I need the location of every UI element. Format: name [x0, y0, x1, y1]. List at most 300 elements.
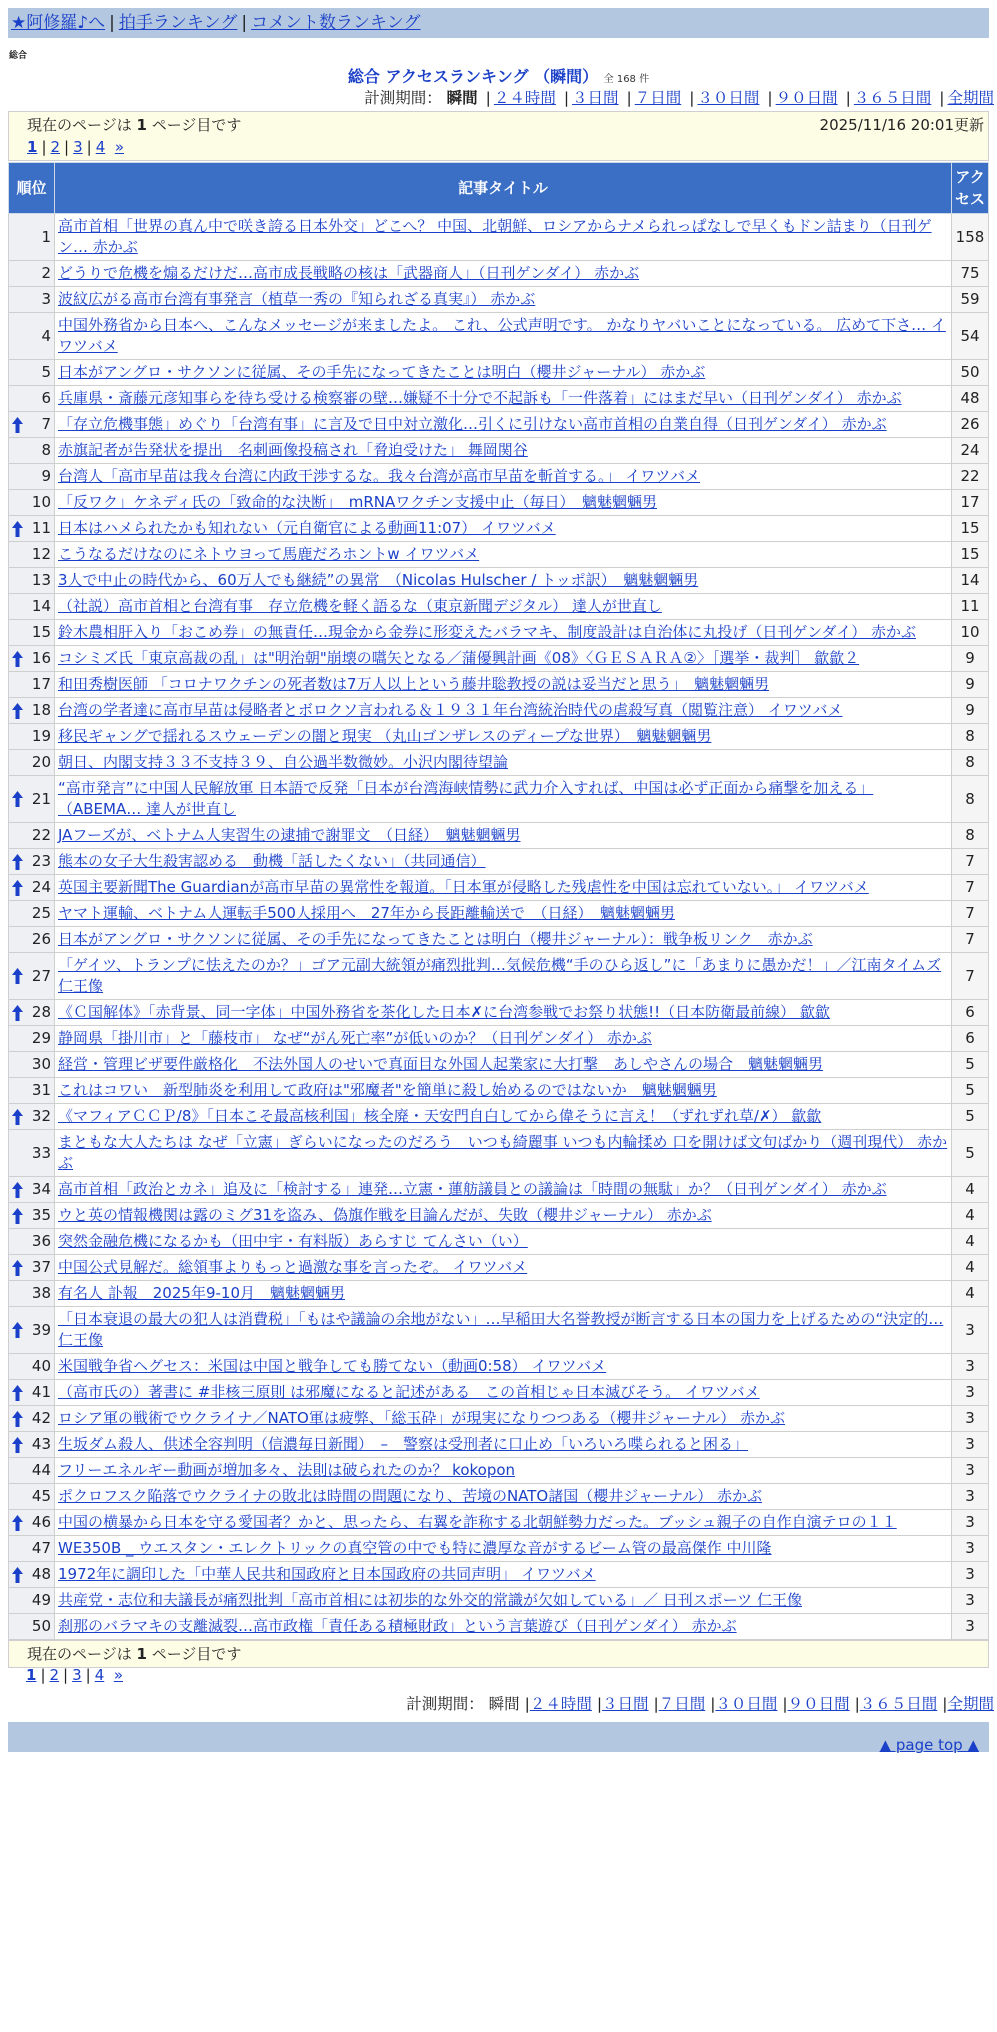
title-cell: [55, 464, 952, 490]
article-title-link[interactable]: 高市首相「政治とカネ」追及に「検討する」連発…立憲・蓮舫議員との議論は「時間の無駄」か？（日刊ゲンダイ） 赤かぶ: [58, 1180, 887, 1198]
rank-number: 19: [31, 727, 51, 745]
rank-cell: [9, 1052, 55, 1078]
nav-link-comment-ranking[interactable]: コメント数ランキング: [251, 13, 421, 33]
period-link-7d[interactable]: ７日間: [658, 1695, 706, 1713]
period-link-90d[interactable]: ９０日間: [787, 1695, 850, 1713]
period-link-all[interactable]: 全期間: [947, 1695, 994, 1713]
article-title-link[interactable]: ポクロフスク陥落でウクライナの敗北は時間の問題になり、苦境のNATO諸国（櫻井ジャーナル） 赤かぶ: [58, 1487, 762, 1505]
rank-number: 22: [31, 826, 51, 844]
table-row: [9, 360, 989, 386]
rank-cell: [9, 542, 55, 568]
article-title-link[interactable]: 「反ワク」ケネディ氏の「致命的な決断」 mRNAワクチン支援中止（毎日） 魑魅魍魎男: [58, 493, 657, 511]
title-cell: [55, 875, 952, 901]
nav-separator: |: [241, 13, 248, 33]
rank-number: 5: [41, 363, 51, 381]
table-row: [9, 849, 989, 875]
article-title-link[interactable]: 日本がアングロ・サクソンに従属、その手先になってきたことは明白（櫻井ジャーナル）：戦争板リンク 赤かぶ: [58, 930, 813, 948]
article-title-link[interactable]: WE350B _ ウエスタン・エレクトリックの真空管の中でも特に濃厚な音がするビーム管の最高傑作 中川隆: [58, 1539, 772, 1557]
rank-number: 45: [31, 1487, 51, 1505]
article-title-link[interactable]: JAフーズが、ベトナム人実習生の逮捕で謝罪文 （日経） 魑魅魍魎男: [58, 826, 521, 844]
title-cell: [55, 594, 952, 620]
title-cell: [55, 698, 952, 724]
article-title-link[interactable]: 中国公式見解だ。総領事よりもっと過激な事を言ったぞ。 イワツバメ: [58, 1258, 528, 1276]
article-title-link[interactable]: まともな大人たちは なぜ「立憲」ぎらいになったのだろう いつも綺麗事 いつも内輪揉め 口を開けば文句ばかり（週刊現代） 赤かぶ: [58, 1133, 948, 1172]
table-row: [9, 386, 989, 412]
title-cell: [55, 490, 952, 516]
table-row: [9, 875, 989, 901]
table-row: [9, 516, 989, 542]
access-count: 14: [952, 568, 989, 594]
article-title-link[interactable]: 鈴木農相肝入り「おこめ券」の無責任…現金から金券に形変えたバラマキ、制度設計は自治体に丸投げ（日刊ゲンダイ） 赤かぶ: [58, 623, 916, 641]
rank-cell: [9, 620, 55, 646]
article-title-link[interactable]: ロシア軍の戦術でウクライナ／NATO軍は疲弊、「総玉砕」が現実になりつつある（櫻井ジャーナル） 赤かぶ: [58, 1409, 786, 1427]
rank-cell: [9, 1177, 55, 1203]
page-link-2[interactable]: 2: [50, 138, 61, 156]
table-row: [9, 1458, 989, 1484]
rank-cell: [9, 1484, 55, 1510]
rank-cell: [9, 1229, 55, 1255]
table-row: [9, 698, 989, 724]
up-arrow-icon: [12, 1005, 23, 1021]
access-count: 7: [952, 849, 989, 875]
access-count: 17: [952, 490, 989, 516]
header-title: 記事タイトル: [55, 163, 952, 214]
article-title-link[interactable]: 和田秀樹医師 「コロナワクチンの死者数は7万人以上という藤井聡教授の説は妥当だと思う」 魑魅魍魎男: [58, 675, 770, 693]
title-cell: [55, 313, 952, 360]
period-link-3d[interactable]: ３日間: [602, 1695, 649, 1713]
access-count: 3: [952, 1614, 989, 1640]
table-row: [9, 1406, 989, 1432]
article-title-link[interactable]: （社説）高市首相と台湾有事 存立危機を軽く語るな（東京新聞デジタル） 達人が世直し: [58, 597, 662, 615]
table-row: [9, 1614, 989, 1640]
article-title-link[interactable]: 静岡県「掛川市」と「藤枝市」 なぜ“がん死亡率”が低いのか？（日刊ゲンダイ） 赤かぶ: [58, 1029, 652, 1047]
table-row: [9, 1536, 989, 1562]
rank-cell: [9, 875, 55, 901]
period-label: 計測期間：: [364, 89, 442, 107]
access-count: 3: [952, 1484, 989, 1510]
rank-cell: [9, 1380, 55, 1406]
table-row: [9, 464, 989, 490]
rank-number: 42: [31, 1409, 51, 1427]
page-next-link[interactable]: »: [113, 1666, 123, 1684]
page-link-1[interactable]: 1: [27, 138, 38, 156]
article-title-link[interactable]: 朝日、内閣支持３３不支持３９、自公過半数微妙。小沢内閣待望論: [58, 753, 509, 771]
rank-number: 44: [31, 1461, 51, 1479]
up-arrow-icon: [12, 651, 23, 667]
table-row: [9, 1510, 989, 1536]
period-label: 計測期間：: [406, 1695, 484, 1713]
title-cell: [55, 516, 952, 542]
ranking-table: [8, 162, 989, 1640]
table-row: [9, 1000, 989, 1026]
table-row: [9, 568, 989, 594]
access-count: 4: [952, 1281, 989, 1307]
page-info-bottom: [8, 1640, 989, 1668]
rank-number: 47: [31, 1539, 51, 1557]
ranking-title: [0, 64, 997, 87]
rank-number: 27: [31, 966, 51, 985]
table-row: [9, 412, 989, 438]
table-row: [9, 1203, 989, 1229]
rank-number: 38: [31, 1284, 51, 1302]
access-count: 8: [952, 823, 989, 849]
article-title-link[interactable]: “高市発言”に中国人民解放軍 日本語で反発「日本が台湾海峡情勢に武力介入すれば、中国は必ず正面から痛撃を加える」（ABEMA… 達人が世直し: [58, 779, 874, 818]
period-link-365d[interactable]: ３６５日間: [853, 89, 932, 107]
title-cell: [55, 1484, 952, 1510]
title-cell: [55, 823, 952, 849]
access-count: 3: [952, 1588, 989, 1614]
title-cell: [55, 927, 952, 953]
article-title-link[interactable]: 刹那のバラマキの支離滅裂…高市政権「責任ある積極財政」という言葉遊び（日刊ゲンダイ） 赤かぶ: [58, 1617, 737, 1635]
up-arrow-icon: [12, 1567, 23, 1583]
up-arrow-icon: [12, 791, 23, 807]
access-count: 50: [952, 360, 989, 386]
access-count: 5: [952, 1078, 989, 1104]
nav-link-asyura[interactable]: ★阿修羅♪へ: [11, 13, 106, 33]
rank-cell: [9, 464, 55, 490]
rank-number: 15: [31, 623, 51, 641]
rank-cell: [9, 261, 55, 287]
title-cell: [55, 1177, 952, 1203]
rank-cell: [9, 360, 55, 386]
article-title-link[interactable]: こうなるだけなのにネトウヨって馬鹿だろホントw イワツバメ: [58, 545, 480, 563]
period-link-3d[interactable]: ３日間: [572, 89, 619, 107]
article-title-link[interactable]: 《Ｃ国解体》「赤背景、同一字体」中国外務省を茶化した日本✗に台湾参戦でお祭り状態!!（日本防衛最前線） 歙歙: [58, 1003, 830, 1021]
period-link-24h[interactable]: ２４時間: [529, 1695, 592, 1713]
section-label: 総合: [9, 51, 28, 61]
page-next-link[interactable]: »: [114, 138, 124, 156]
rank-cell: [9, 516, 55, 542]
up-arrow-icon: [12, 703, 23, 719]
table-row: [9, 927, 989, 953]
table-row: [9, 261, 989, 287]
article-title-link[interactable]: 中国外務省から日本へ、こんなメッセージが来ましたよ。 これ、公式声明です。 かなりヤバいことになっている。 広めて下さ… イワツバメ: [58, 316, 946, 355]
period-link-7d[interactable]: ７日間: [634, 89, 682, 107]
title-cell: [55, 750, 952, 776]
period-link-90d[interactable]: ９０日間: [775, 89, 838, 107]
article-title-link[interactable]: 英国主要新聞The Guardianが高市早苗の異常性を報道。「日本軍が侵略した残虐性を中国は忘れていない。」 イワツバメ: [58, 878, 869, 896]
rank-number: 36: [31, 1232, 51, 1250]
article-title-link[interactable]: 兵庫県・斎藤元彦知事らを待ち受ける検察審の壁…嫌疑不十分で不起訴も「一件落着」にはまだ早い（日刊ゲンダイ） 赤かぶ: [58, 389, 902, 407]
rank-cell: [9, 568, 55, 594]
header-access: アクセス: [952, 163, 989, 214]
rank-cell: [9, 438, 55, 464]
table-row: [9, 1229, 989, 1255]
table-row: [9, 1354, 989, 1380]
rank-cell: [9, 1562, 55, 1588]
table-row: [9, 724, 989, 750]
ranking-title-text: 総合 アクセスランキング （瞬間）: [347, 67, 599, 86]
title-cell: [55, 672, 952, 698]
access-count: 3: [952, 1562, 989, 1588]
rank-number: 49: [31, 1591, 51, 1609]
rank-cell: [9, 698, 55, 724]
title-cell: [55, 901, 952, 927]
up-arrow-icon: [12, 1515, 23, 1531]
rank-cell: [9, 724, 55, 750]
access-count: 6: [952, 1026, 989, 1052]
table-row: [9, 646, 989, 672]
article-title-link[interactable]: 赤旗記者が告発状を提出 名刺画像投稿され「脅迫受けた」 舞岡関谷: [58, 441, 528, 459]
access-count: 8: [952, 776, 989, 823]
article-title-link[interactable]: 突然金融危機になるかも（田中宇・有料版）あらすじ てんさい（い）: [58, 1232, 528, 1250]
article-title-link[interactable]: これはコワい 新型肺炎を利用して政府は"邪魔者"を簡単に殺し始めるのではないか 魑魅魍魎男: [58, 1081, 717, 1099]
rank-cell: [9, 776, 55, 823]
title-cell: [55, 849, 952, 875]
article-title-link[interactable]: 3人で中止の時代から、60万人でも継続”の異常 （Nicolas Hulscher / トッポ訳） 魑魅魍魎男: [58, 571, 699, 589]
rank-cell: [9, 1026, 55, 1052]
access-count: 11: [952, 594, 989, 620]
up-arrow-icon: [12, 1411, 23, 1427]
table-row: [9, 1130, 989, 1177]
rank-number: 43: [31, 1435, 51, 1453]
table-row: [9, 1026, 989, 1052]
access-count: 10: [952, 620, 989, 646]
table-row: [9, 1432, 989, 1458]
title-cell: [55, 542, 952, 568]
access-count: 8: [952, 724, 989, 750]
access-count: 3: [952, 1354, 989, 1380]
pagination: 1 | 2 | 3 | 4 »: [27, 138, 124, 156]
current-page-text-bottom: 現在のページは 1 ページ目です: [27, 1645, 242, 1663]
rank-cell: [9, 1307, 55, 1354]
up-arrow-icon: [12, 1109, 23, 1125]
table-row: [9, 620, 989, 646]
access-count: 8: [952, 750, 989, 776]
rank-cell: [9, 1536, 55, 1562]
rank-number: 3: [41, 290, 51, 308]
rank-number: 28: [31, 1003, 51, 1021]
table-row: [9, 672, 989, 698]
table-row: [9, 287, 989, 313]
title-cell: [55, 1614, 952, 1640]
title-cell: [55, 1458, 952, 1484]
period-selector-bottom: 計測期間： 瞬間 |２４時間 |３日間 |７日間 |３０日間 |９０日間 |３６５日間 |全期間: [406, 1695, 994, 1713]
rank-number: 32: [31, 1107, 51, 1125]
title-cell: [55, 1562, 952, 1588]
updated-timestamp: 2025/11/16 20:01更新: [819, 116, 984, 134]
table-row: [9, 438, 989, 464]
rank-number: 48: [31, 1565, 51, 1583]
article-title-link[interactable]: 米国戦争省ヘグセス：米国は中国と戦争しても勝てない（動画0:58） イワツバメ: [58, 1357, 607, 1375]
access-count: 24: [952, 438, 989, 464]
access-count: 4: [952, 1203, 989, 1229]
rank-cell: [9, 1203, 55, 1229]
page-link-1[interactable]: 1: [26, 1666, 37, 1684]
table-row: [9, 1078, 989, 1104]
up-arrow-icon: [12, 1260, 23, 1276]
article-title-link[interactable]: 高市首相「世界の真ん中で咲き誇る日本外交」どこへ？ 中国、北朝鮮、ロシアからナメられっぱなしで早くもドン詰まり（日刊ゲン… 赤かぶ: [58, 217, 932, 256]
access-count: 4: [952, 1255, 989, 1281]
table-row: [9, 1177, 989, 1203]
article-title-link[interactable]: コシミズ氏「東京高裁の乱」は"明治朝"崩壊の嚆矢となる／蒲優興計画《08》〈ＧＥＳＡＲＡ②〉［選挙・裁判］ 歙歙２: [58, 649, 860, 667]
title-cell: [55, 1432, 952, 1458]
rank-number: 1: [41, 227, 51, 246]
rank-cell: [9, 901, 55, 927]
table-row: [9, 490, 989, 516]
rank-cell: [9, 386, 55, 412]
rank-number: 25: [31, 904, 51, 922]
rank-number: 39: [31, 1320, 51, 1339]
article-title-link[interactable]: 生坂ダム殺人、供述全容判明（信濃毎日新聞） – 警察は受刑者に口止め「いろいろ喋られると困る」: [58, 1435, 749, 1453]
access-count: 59: [952, 287, 989, 313]
access-count: 6: [952, 1000, 989, 1026]
page-link-4[interactable]: 4: [94, 1666, 105, 1684]
access-count: 3: [952, 1406, 989, 1432]
access-count: 7: [952, 901, 989, 927]
table-row: [9, 1104, 989, 1130]
rank-cell: [9, 594, 55, 620]
up-arrow-icon: [12, 1208, 23, 1224]
access-count: 3: [952, 1510, 989, 1536]
period-selector-top: 計測期間： 瞬間 | ２４時間 | ３日間 | ７日間 | ３０日間 | ９０日間 | ３６５日間 | 全期間: [364, 89, 994, 107]
rank-number: 50: [31, 1617, 51, 1635]
access-count: 3: [952, 1307, 989, 1354]
rank-cell: [9, 1614, 55, 1640]
article-title-link[interactable]: 熊本の女子大生殺害認める 動機「話したくない」（共同通信）: [58, 852, 486, 870]
current-page-text: 現在のページは 1 ページ目です: [27, 116, 242, 134]
pagination-bottom: 1 | 2 | 3 | 4 »: [26, 1666, 123, 1684]
rank-cell: [9, 1000, 55, 1026]
rank-cell: [9, 1458, 55, 1484]
rank-number: 41: [31, 1383, 51, 1401]
article-title-link[interactable]: （高市氏の）著書に #非核三原則 は邪魔になると記述がある この首相じゃ日本滅びそう。 イワツバメ: [58, 1383, 760, 1401]
period-link-365d[interactable]: ３６５日間: [859, 1695, 938, 1713]
article-title-link[interactable]: 波紋広がる高市台湾有事発言（植草一秀の『知られざる真実』） 赤かぶ: [58, 290, 536, 308]
title-cell: [55, 1229, 952, 1255]
up-arrow-icon: [12, 968, 23, 984]
rank-number: 2: [41, 264, 51, 282]
up-arrow-icon: [12, 417, 23, 433]
access-count: 48: [952, 386, 989, 412]
title-cell: [55, 1307, 952, 1354]
title-cell: [55, 386, 952, 412]
access-count: 9: [952, 672, 989, 698]
rank-cell: [9, 287, 55, 313]
table-row: [9, 823, 989, 849]
article-title-link[interactable]: 台湾の学者達に高市早苗は侵略者とボロクソ言われる＆１９３１年台湾統治時代の虐殺写真（閲覧注意） イワツバメ: [58, 701, 843, 719]
table-row: [9, 542, 989, 568]
access-count: 22: [952, 464, 989, 490]
article-title-link[interactable]: フリーエネルギー動画が増加多々、法則は破られたのか？ kokopon: [58, 1461, 516, 1479]
table-row: [9, 1307, 989, 1354]
up-arrow-icon: [12, 1437, 23, 1453]
article-title-link[interactable]: 共産党・志位和夫議長が痛烈批判「高市首相には初歩的な外交的常識が欠如している」／ 日刊スポーツ 仁王像: [58, 1591, 802, 1609]
title-cell: [55, 1510, 952, 1536]
article-title-link[interactable]: 「日本衰退の最大の犯人は消費税」「もはや議論の余地がない」…早稲田大名誉教授が断言する日本の国力を上げるための“決定的… 仁王像: [58, 1310, 944, 1349]
ranking-table-body: [9, 214, 989, 1640]
title-cell: [55, 1052, 952, 1078]
nav-separator: |: [109, 13, 115, 33]
period-link-30d[interactable]: ３０日間: [715, 1695, 778, 1713]
up-arrow-icon: [12, 521, 23, 537]
article-title-link[interactable]: 「存立危機事態」めぐり「台湾有事」に言及で日中対立激化…引くに引けない高市首相の自業自得（日刊ゲンダイ） 赤かぶ: [58, 415, 887, 433]
rank-number: 4: [41, 326, 51, 345]
page-info-top: [8, 111, 989, 161]
up-arrow-icon: [12, 880, 23, 896]
rank-cell: [9, 214, 55, 261]
title-cell: [55, 214, 952, 261]
article-title-link[interactable]: 中国の横暴から日本を守る愛国者？かと、思ったら、右翼を詐称する北朝鮮勢力だった。ブッシュ親子の自作自演テロの１１: [58, 1513, 897, 1531]
title-cell: [55, 1380, 952, 1406]
page-top-link[interactable]: ▲ page top ▲: [879, 1736, 979, 1754]
access-count: 7: [952, 875, 989, 901]
title-cell: [55, 1000, 952, 1026]
access-count: 4: [952, 1177, 989, 1203]
rank-number: 6: [41, 389, 51, 407]
title-cell: [55, 1406, 952, 1432]
rank-cell: [9, 823, 55, 849]
up-arrow-icon: [12, 1385, 23, 1401]
access-count: 54: [952, 313, 989, 360]
period-link-all[interactable]: 全期間: [947, 89, 994, 107]
rank-number: 17: [31, 675, 51, 693]
rank-number: 30: [31, 1055, 51, 1073]
rank-cell: [9, 490, 55, 516]
table-row: [9, 953, 989, 1000]
rank-number: 24: [31, 878, 51, 896]
title-cell: [55, 1354, 952, 1380]
article-title-link[interactable]: 台湾人「高市早苗は我々台湾に内政干渉するな。我々台湾が高市早苗を斬首する。」 イワツバメ: [58, 467, 700, 485]
article-title-link[interactable]: ウと英の情報機関は露のミグ31を盗み、偽旗作戦を目論んだが、失敗（櫻井ジャーナル） 赤かぶ: [58, 1206, 712, 1224]
rank-number: 11: [31, 519, 51, 537]
rank-number: 31: [31, 1081, 51, 1099]
page-link-3[interactable]: 3: [73, 138, 83, 156]
title-cell: [55, 360, 952, 386]
access-count: 9: [952, 698, 989, 724]
article-title-link[interactable]: 日本がアングロ・サクソンに従属、その手先になってきたことは明白（櫻井ジャーナル） 赤かぶ: [58, 363, 706, 381]
rank-number: 37: [31, 1258, 51, 1276]
page-link-3[interactable]: 3: [72, 1666, 82, 1684]
period-current: 瞬間: [446, 89, 478, 107]
title-cell: [55, 412, 952, 438]
table-row: [9, 1281, 989, 1307]
rank-cell: [9, 1281, 55, 1307]
title-cell: [55, 646, 952, 672]
article-title-link[interactable]: どうりで危機を煽るだけだ…高市成長戦略の核は「武器商人」（日刊ゲンダイ） 赤かぶ: [58, 264, 640, 282]
article-title-link[interactable]: 「ゲイツ、トランプに怯えたのか？」ゴア元副大統領が痛烈批判…気候危機“手のひら返し”に「あまりに愚かだ！」／江南タイムズ 仁王像: [58, 956, 942, 995]
rank-number: 21: [31, 789, 51, 808]
title-cell: [55, 438, 952, 464]
title-cell: [55, 1255, 952, 1281]
page-link-2[interactable]: 2: [49, 1666, 60, 1684]
nav-link-clap-ranking[interactable]: 拍手ランキング: [118, 13, 238, 33]
rank-cell: [9, 927, 55, 953]
title-cell: [55, 1104, 952, 1130]
title-cell: [55, 568, 952, 594]
article-title-link[interactable]: 1972年に調印した「中華人民共和国政府と日本国政府の共同声明」 イワツバメ: [58, 1565, 596, 1583]
title-cell: [55, 953, 952, 1000]
article-title-link[interactable]: 《マフィアＣＣＰ/8》「日本こそ最高核利国」核全廃・天安門自白してから偉そうに言え！（ずれずれ草/✗） 歙歙: [58, 1107, 822, 1125]
article-title-link[interactable]: 移民ギャングで揺れるスウェーデンの闇と現実 （丸山ゴンザレスのディープな世界） 魑魅魍魎男: [58, 727, 712, 745]
article-title-link[interactable]: 経営・管理ビザ要件厳格化 不法外国人のせいで真面目な外国人起業家に大打撃 あしやさんの場合 魑魅魍魎男: [58, 1055, 824, 1073]
article-title-link[interactable]: 日本はハメられたかも知れない（元自衛官による動画11:07） イワツバメ: [58, 519, 556, 537]
article-title-link[interactable]: 有名人 訃報 2025年9-10月 魑魅魍魎男: [58, 1284, 345, 1302]
title-cell: [55, 1026, 952, 1052]
title-cell: [55, 620, 952, 646]
access-count: 26: [952, 412, 989, 438]
table-row: [9, 1484, 989, 1510]
period-link-24h[interactable]: ２４時間: [493, 89, 556, 107]
rank-cell: [9, 849, 55, 875]
rank-cell: [9, 1510, 55, 1536]
period-link-30d[interactable]: ３０日間: [697, 89, 760, 107]
page-link-4[interactable]: 4: [95, 138, 106, 156]
access-count: 75: [952, 261, 989, 287]
article-title-link[interactable]: ヤマト運輸、ベトナム人運転手500人採用へ 27年から長距離輸送で （日経） 魑魅魍魎男: [58, 904, 675, 922]
title-cell: [55, 1536, 952, 1562]
title-cell: [55, 287, 952, 313]
